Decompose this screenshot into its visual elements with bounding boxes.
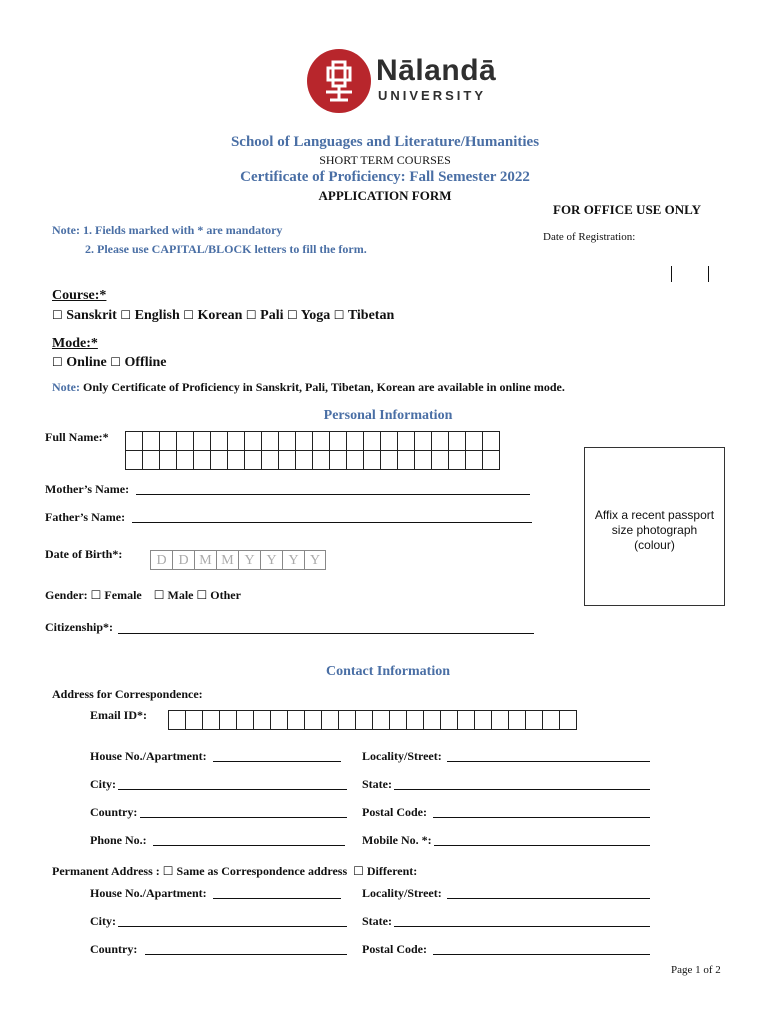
checkbox-icon[interactable]: ☐ [196,588,208,602]
logo-sub: UNIVERSITY [378,88,487,103]
dob-field[interactable] [150,550,326,570]
father-name-label: Father’s Name: [45,510,126,524]
date-registration-label: Date of Registration: [543,231,636,243]
dob-box[interactable]: M [216,550,238,570]
father-name-field[interactable] [132,510,532,523]
gender-row: Gender: ☐ Female ☐ Male ☐ Other [45,588,241,602]
full-name-row[interactable] [126,451,500,470]
perm-state-field[interactable] [394,914,650,927]
checkbox-icon[interactable]: ☐ [333,308,345,322]
perm-country-field[interactable] [145,942,347,955]
checkbox-icon[interactable]: ☐ [90,588,102,602]
perm-state-label: State: [362,914,392,928]
logo-name: Nālandā [376,54,497,87]
country-label: Country: [90,805,138,819]
checkbox-icon[interactable]: ☐ [183,308,195,322]
course-label: Course:* [52,288,107,303]
mode-option-offline[interactable]: ☐ Offline [110,355,167,370]
contact-info-heading: Contact Information [325,664,451,679]
full-name-grid[interactable] [125,431,500,470]
email-label: Email ID*: [90,708,147,722]
course-option[interactable]: ☐ Korean [183,308,243,323]
locality-label: Locality/Street: [362,749,442,763]
perm-postal-field[interactable] [433,942,650,955]
course-option[interactable]: ☐ Pali [245,308,284,323]
course-option[interactable]: ☐ Tibetan [333,308,395,323]
school-title: School of Languages and Literature/Humanities [230,134,540,150]
checkbox-icon[interactable]: ☐ [110,355,121,369]
full-name-row[interactable] [126,432,500,451]
photo-box [584,447,725,606]
dob-box[interactable]: Y [304,550,326,570]
form-title: APPLICATION FORM [318,188,452,203]
personal-info-heading: Personal Information [323,408,453,423]
office-divider [671,266,672,282]
dob-box[interactable]: D [150,550,172,570]
house-field[interactable] [213,749,341,762]
mobile-field[interactable] [434,833,650,846]
dob-label: Date of Birth*: [45,547,123,561]
photo-instruction: Affix a recent passport size photograph (colour) [594,508,715,552]
postal-field[interactable] [433,805,650,818]
short-term-title: SHORT TERM COURSES [319,153,451,167]
perm-locality-field[interactable] [447,886,650,899]
course-option[interactable]: ☐ Sanskrit [52,308,117,323]
course-options [52,308,394,324]
perm-house-label: House No./Apartment: [90,886,207,900]
country-field[interactable] [140,805,347,818]
checkbox-icon[interactable]: ☐ [353,864,364,878]
perm-city-field[interactable] [118,914,347,927]
perm-postal-label: Postal Code: [362,942,427,956]
dob-box[interactable]: M [194,550,216,570]
mobile-label: Mobile No. *: [362,833,432,847]
certificate-title: Certificate of Proficiency: Fall Semester 2022 [240,169,530,185]
state-label: State: [362,777,392,791]
state-field[interactable] [394,777,650,790]
checkbox-icon[interactable]: ☐ [52,308,63,322]
city-field[interactable] [118,777,347,790]
office-divider [708,266,709,282]
citizenship-field[interactable] [118,620,534,634]
perm-city-label: City: [90,914,116,928]
email-row[interactable] [169,711,577,730]
address-correspondence-label: Address for Correspondence: [52,687,203,701]
dob-box[interactable]: D [172,550,194,570]
mode-options [52,355,167,371]
university-logo-emblem [306,48,372,114]
house-label: House No./Apartment: [90,749,207,763]
dob-box[interactable]: Y [238,550,260,570]
full-name-label: Full Name:* [45,430,109,444]
city-label: City: [90,777,116,791]
dob-box[interactable]: Y [260,550,282,570]
note-line-2: 2. Please use CAPITAL/BLOCK letters to fill the form. [85,242,367,256]
locality-field[interactable] [447,749,650,762]
phone-label: Phone No.: [90,833,147,847]
note-line-1: Note: 1. Fields marked with * are mandatory [52,223,283,237]
postal-label: Postal Code: [362,805,427,819]
course-option[interactable]: ☐ English [120,308,180,323]
checkbox-icon[interactable]: ☐ [52,355,63,369]
perm-country-label: Country: [90,942,138,956]
mode-note: Note: Only Certificate of Proficiency in Sanskrit, Pali, Tibetan, Korean are available in online mode. [52,380,565,394]
same-as-option[interactable]: ☐ Same as Correspondence address [162,864,348,878]
mother-name-label: Mother’s Name: [45,482,130,496]
page-number: Page 1 of 2 [671,964,721,976]
checkbox-icon[interactable]: ☐ [153,588,165,602]
office-use-title: FOR OFFICE USE ONLY [553,202,701,217]
permanent-address-row: Permanent Address : ☐ Same as Correspondence address ☐ Different: [52,864,418,878]
mode-option-online[interactable]: ☐ Online [52,355,107,370]
checkbox-icon[interactable]: ☐ [245,308,257,322]
gender-option-female[interactable]: ☐ Female [90,588,142,602]
citizenship-label: Citizenship*: [45,620,114,634]
checkbox-icon[interactable]: ☐ [286,308,298,322]
gender-option-male[interactable]: ☐ Male [153,588,194,602]
email-grid[interactable] [168,710,577,730]
mode-label: Mode:* [52,336,98,351]
checkbox-icon[interactable]: ☐ [120,308,132,322]
perm-locality-label: Locality/Street: [362,886,442,900]
checkbox-icon[interactable]: ☐ [162,864,174,878]
different-option[interactable]: ☐ Different: [353,864,418,878]
gender-option-other[interactable]: ☐ Other [196,588,241,602]
perm-house-field[interactable] [213,886,341,899]
course-option[interactable]: ☐ Yoga [286,308,331,323]
mother-name-field[interactable] [136,482,530,495]
dob-box[interactable]: Y [282,550,304,570]
phone-field[interactable] [153,833,345,846]
